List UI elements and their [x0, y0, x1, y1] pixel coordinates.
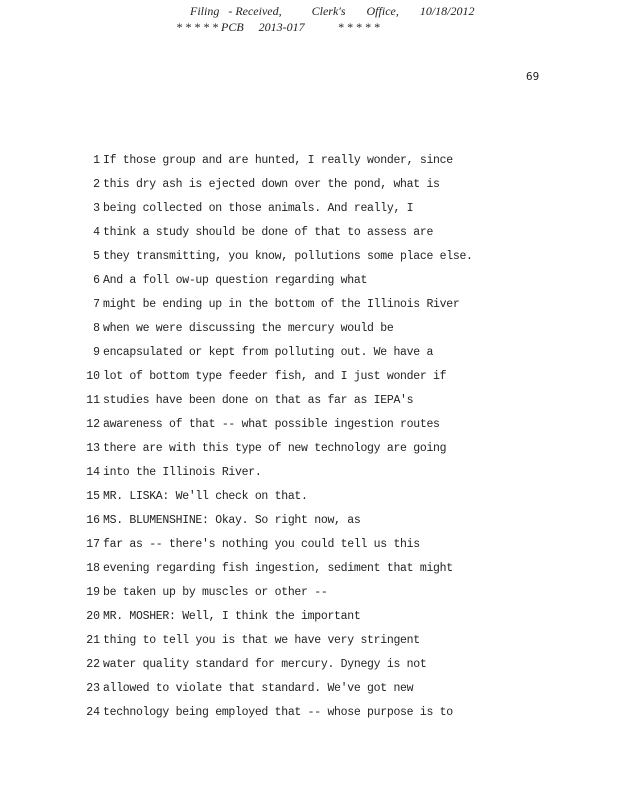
line-number: 14 — [86, 466, 100, 479]
line-text: into the Illinois River. — [103, 466, 262, 479]
line-text: encapsulated or kept from polluting out. We have a — [103, 346, 434, 359]
line-number: 5 — [93, 250, 100, 263]
transcript-line — [80, 680, 540, 704]
line-text: water quality standard for mercury. Dynegy is not — [103, 658, 427, 671]
line-text: being collected on those animals. And really, I — [103, 202, 414, 215]
line-text: studies have been done on that as far as IEPA's — [103, 394, 414, 407]
line-text: think a study should be done of that to assess are — [103, 226, 434, 239]
transcript-line — [80, 320, 540, 344]
line-text: this dry ash is ejected down over the pond, what is — [103, 178, 440, 191]
transcript-line — [80, 200, 540, 224]
filing-header-line2: * * * * * PCB 2013-017 * * * * * — [176, 20, 380, 34]
transcript-body — [80, 152, 540, 728]
line-number: 19 — [86, 586, 100, 599]
line-text: awareness of that -- what possible ingestion routes — [103, 418, 440, 431]
transcript-line — [80, 224, 540, 248]
line-number: 15 — [86, 490, 100, 503]
page-number: 69 — [526, 70, 540, 83]
line-text: lot of bottom type feeder fish, and I just wonder if — [103, 370, 447, 383]
transcript-line — [80, 464, 540, 488]
line-number: 17 — [86, 538, 100, 551]
line-number: 8 — [93, 322, 100, 335]
line-number: 1 — [93, 154, 100, 167]
line-text: evening regarding fish ingestion, sediment that might — [103, 562, 453, 575]
transcript-line — [80, 632, 540, 656]
transcript-line — [80, 488, 540, 512]
transcript-line — [80, 704, 540, 728]
transcript-line — [80, 512, 540, 536]
line-text: when we were discussing the mercury would be — [103, 322, 394, 335]
line-text: be taken up by muscles or other -- — [103, 586, 328, 599]
line-number: 2 — [93, 178, 100, 191]
line-text: MS. BLUMENSHINE: Okay. So right now, as — [103, 514, 361, 527]
line-text: And a foll ow-up question regarding what — [103, 274, 368, 287]
line-number: 6 — [93, 274, 100, 287]
transcript-line — [80, 584, 540, 608]
line-text: MR. LISKA: We'll check on that. — [103, 490, 308, 503]
transcript-line — [80, 344, 540, 368]
line-text: allowed to violate that standard. We've got new — [103, 682, 414, 695]
line-number: 11 — [86, 394, 100, 407]
line-text: thing to tell you is that we have very stringent — [103, 634, 420, 647]
line-number: 20 — [86, 610, 100, 623]
transcript-line — [80, 536, 540, 560]
transcript-line — [80, 248, 540, 272]
line-number: 13 — [86, 442, 100, 455]
transcript-line — [80, 272, 540, 296]
line-number: 10 — [86, 370, 100, 383]
line-text: they transmitting, you know, pollutions some place else. — [103, 250, 473, 263]
line-number: 18 — [86, 562, 100, 575]
line-number: 23 — [86, 682, 100, 695]
line-number: 16 — [86, 514, 100, 527]
transcript-line — [80, 152, 540, 176]
line-number: 9 — [93, 346, 100, 359]
transcript-line — [80, 440, 540, 464]
line-number: 22 — [86, 658, 100, 671]
line-text: MR. MOSHER: Well, I think the important — [103, 610, 361, 623]
line-number: 21 — [86, 634, 100, 647]
transcript-line — [80, 368, 540, 392]
transcript-line — [80, 296, 540, 320]
line-number: 12 — [86, 418, 100, 431]
line-number: 3 — [93, 202, 100, 215]
transcript-line — [80, 656, 540, 680]
line-text: far as -- there's nothing you could tell us this — [103, 538, 420, 551]
line-text: If those group and are hunted, I really wonder, since — [103, 154, 453, 167]
transcript-line — [80, 608, 540, 632]
line-number: 7 — [93, 298, 100, 311]
transcript-line — [80, 176, 540, 200]
transcript-line — [80, 416, 540, 440]
line-text: might be ending up in the bottom of the Illinois River — [103, 298, 460, 311]
line-text: there are with this type of new technology are going — [103, 442, 447, 455]
filing-header-line1: Filing - Received, Clerk's Office, 10/18/2012 — [190, 4, 475, 18]
line-number: 4 — [93, 226, 100, 239]
line-text: technology being employed that -- whose purpose is to — [103, 706, 453, 719]
transcript-line — [80, 392, 540, 416]
line-number: 24 — [86, 706, 100, 719]
transcript-line — [80, 560, 540, 584]
